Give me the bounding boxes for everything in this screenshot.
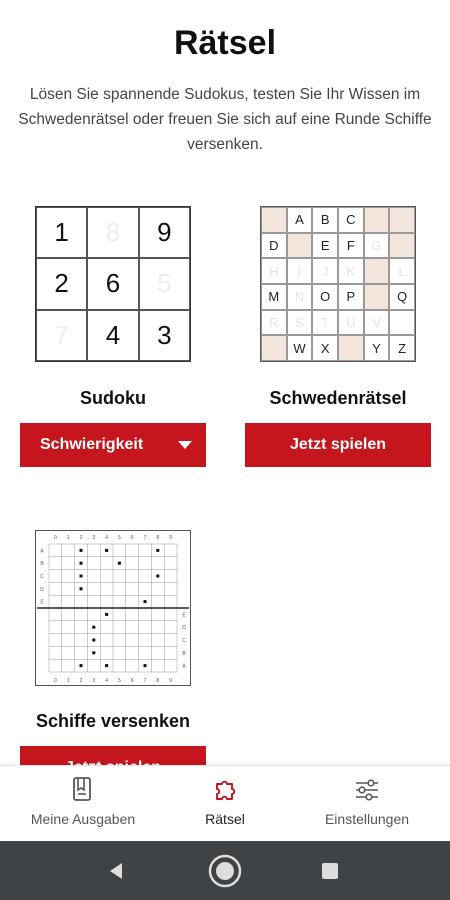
schwedenraetsel-cell (364, 284, 390, 310)
row-letter: D (40, 586, 44, 593)
sudoku-thumbnail[interactable] (35, 206, 191, 362)
schwedenraetsel-cell (338, 335, 364, 361)
column-digit: 8 (156, 535, 160, 541)
schwedenraetsel-cell: L (389, 258, 415, 284)
column-digit: 4 (105, 678, 108, 684)
nav-label: Einstellungen (324, 811, 410, 827)
sudoku-cell: 6 (87, 258, 138, 309)
schwedenraetsel-cell (389, 233, 415, 259)
schwedenraetsel-cell: D (261, 233, 287, 259)
schwedenraetsel-cell (261, 207, 287, 233)
newspaper-icon (71, 776, 95, 804)
schwedenraetsel-cell: A (287, 207, 313, 233)
sudoku-cell: 7 (36, 310, 87, 361)
schwedenraetsel-cell (261, 335, 287, 361)
schiffe-versenken-thumbnail[interactable] (35, 530, 191, 686)
sudoku-cell: 1 (36, 207, 87, 258)
schwedenraetsel-title: Schwedenrätsel (269, 388, 407, 408)
recents-icon[interactable] (321, 862, 339, 880)
back-icon[interactable] (106, 861, 126, 881)
schwedenraetsel-cell: Y (364, 335, 390, 361)
battleship-grid (35, 530, 191, 686)
column-digit: 2 (79, 678, 83, 684)
row-letter: E (40, 599, 44, 606)
ship-mark (80, 575, 83, 578)
sudoku-cell: 8 (87, 207, 138, 258)
ship-mark (156, 549, 159, 552)
schiffe-versenken-title: Schiffe versenken (35, 711, 191, 731)
schwedenraetsel-cell: G (364, 233, 390, 259)
column-digit: 2 (79, 535, 83, 541)
difficulty-select[interactable] (20, 423, 206, 467)
schwedenraetsel-cell: W (287, 335, 313, 361)
ship-mark (80, 664, 83, 667)
home-icon[interactable] (207, 853, 243, 889)
ship-mark (144, 664, 147, 667)
page-title: Rätsel (173, 24, 277, 62)
nav-item-raetsel[interactable] (150, 766, 300, 842)
column-digit: 3 (92, 535, 96, 541)
sudoku-cell: 9 (139, 207, 190, 258)
ship-mark (105, 613, 108, 616)
ship-mark (118, 562, 121, 565)
schwedenraetsel-cell: I (287, 258, 313, 284)
column-digit: 6 (130, 535, 134, 541)
schwedenraetsel-cell: M (261, 284, 287, 310)
schwedenraetsel-cell: C (338, 207, 364, 233)
ship-mark (156, 575, 159, 578)
column-digit: 4 (105, 535, 108, 541)
row-letter: E (182, 612, 186, 619)
schwedenraetsel-cell: P (338, 284, 364, 310)
ship-mark (105, 664, 108, 667)
column-digit: 0 (54, 535, 57, 541)
column-digit: 7 (143, 678, 147, 684)
ship-mark (144, 600, 147, 603)
ship-mark (80, 587, 83, 590)
schwedenraetsel-cell: Z (389, 335, 415, 361)
schwedenraetsel-cell (287, 233, 313, 259)
row-letter: B (40, 561, 44, 568)
sudoku-title: Sudoku (80, 388, 146, 408)
sudoku-cell: 5 (139, 258, 190, 309)
schwedenraetsel-cell (389, 207, 415, 233)
column-digit: 1 (66, 678, 70, 684)
schwedenraetsel-cell: Q (389, 284, 415, 310)
column-digit: 1 (66, 535, 70, 541)
puzzle-icon (213, 776, 237, 804)
column-digit: 5 (118, 535, 121, 541)
ship-mark (92, 639, 95, 642)
schwedenraetsel-cell (364, 258, 390, 284)
ship-mark (92, 626, 95, 629)
column-digit: 9 (169, 678, 172, 684)
sudoku-cell: 4 (87, 310, 138, 361)
row-letter: A (182, 663, 186, 670)
schwedenraetsel-cell (364, 207, 390, 233)
page-intro: Lösen Sie spannende Sudokus, testen Sie Ihr Wissen im Schwedenrätsel oder freuen Sie sich auf eine Runde Schiffe versenken. (18, 86, 432, 153)
row-letter: B (182, 650, 186, 657)
row-letter: A (40, 548, 44, 555)
schwedenraetsel-cell: E (312, 233, 338, 259)
schwedenraetsel-cell: V (364, 310, 390, 336)
ship-mark (105, 549, 108, 552)
sliders-icon (355, 776, 379, 804)
nav-item-einstellungen[interactable] (292, 766, 442, 842)
schwedenraetsel-cell: T (312, 310, 338, 336)
schwedenraetsel-thumbnail[interactable] (260, 206, 416, 362)
ship-mark (92, 651, 95, 654)
schwedenraetsel-cell: B (312, 207, 338, 233)
nav-item-meine-ausgaben[interactable] (8, 766, 158, 842)
nav-label: Meine Ausgaben (30, 811, 136, 827)
system-navigation-bar (0, 841, 450, 900)
caret-down-icon (178, 441, 192, 449)
row-letter: C (40, 574, 44, 580)
sudoku-cell: 3 (139, 310, 190, 361)
column-digit: 7 (143, 535, 147, 541)
schwedenraetsel-cell: H (261, 258, 287, 284)
column-digit: 3 (92, 678, 96, 684)
schwedenraetsel-play-button[interactable]: Jetzt spielen (245, 423, 431, 467)
schwedenraetsel-cell: N (287, 284, 313, 310)
row-letter: C (182, 638, 186, 644)
schwedenraetsel-cell: J (312, 258, 338, 284)
column-digit: 0 (54, 678, 57, 684)
sudoku-cell: 2 (36, 258, 87, 309)
ship-mark (80, 549, 83, 552)
column-digit: 6 (130, 678, 134, 684)
column-digit: 9 (169, 535, 172, 541)
schwedenraetsel-cell: K (338, 258, 364, 284)
column-digit: 8 (156, 678, 160, 684)
schwedenraetsel-cell: F (338, 233, 364, 259)
schwedenraetsel-cell: O (312, 284, 338, 310)
column-digit: 5 (118, 678, 121, 684)
schwedenraetsel-cell: X (312, 335, 338, 361)
bottom-navigation (0, 765, 450, 842)
schwedenraetsel-cell: U (338, 310, 364, 336)
schwedenraetsel-cell: S (287, 310, 313, 336)
row-letter: D (182, 625, 186, 632)
difficulty-select-label: Schwierigkeit (40, 436, 144, 453)
ship-mark (80, 562, 83, 565)
nav-label: Rätsel (205, 811, 245, 827)
schwedenraetsel-cell: R (261, 310, 287, 336)
schwedenraetsel-cell (389, 310, 415, 336)
